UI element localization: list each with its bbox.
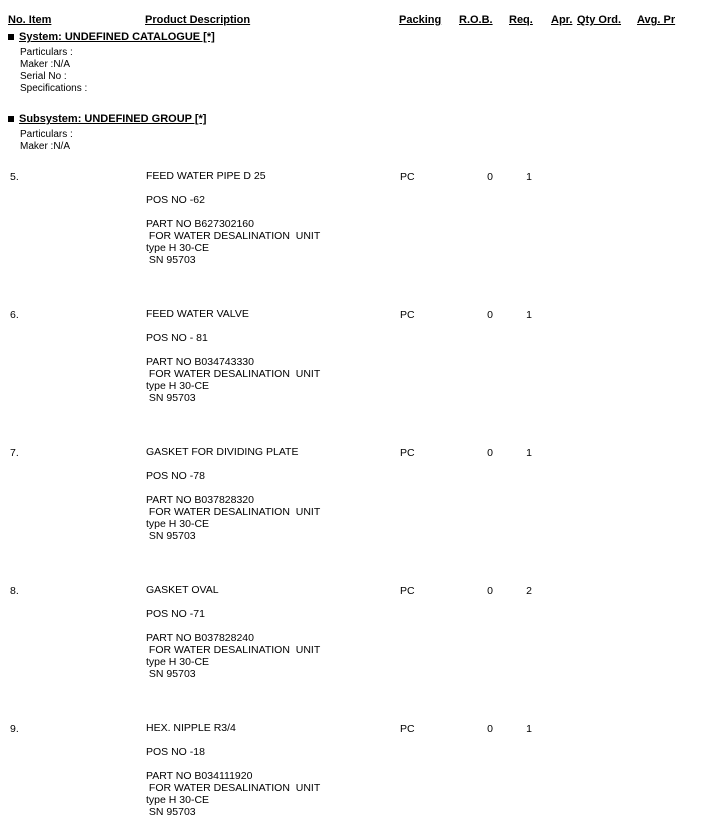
item-pos: POS NO -62 (146, 194, 205, 206)
item-part: PART NO B034111920 (146, 770, 253, 782)
item-rob: 0 (487, 585, 493, 597)
item-part: PART NO B034743330 (146, 356, 254, 368)
item-description (146, 170, 320, 266)
item-name: GASKET OVAL (146, 584, 219, 596)
subsystem-particulars: Particulars : (20, 129, 73, 140)
item-rob: 0 (487, 309, 493, 321)
header-no-item: No. Item (8, 14, 52, 26)
item-name: FEED WATER PIPE D 25 (146, 170, 266, 182)
item-for: FOR WATER DESALINATION UNIT (146, 782, 321, 794)
item-number: 5. (10, 171, 19, 183)
item-pos: POS NO -18 (146, 746, 205, 758)
item-for: FOR WATER DESALINATION UNIT (146, 230, 321, 242)
bullet-square-icon (8, 116, 14, 122)
item-type: type H 30-CE (146, 656, 210, 668)
item-rob: 0 (487, 447, 493, 459)
item-for: FOR WATER DESALINATION UNIT (146, 506, 321, 518)
item-sn: SN 95703 (146, 254, 196, 266)
item-name: HEX. NIPPLE R3/4 (146, 722, 236, 734)
item-part: PART NO B037828240 (146, 632, 254, 644)
item-description (146, 584, 320, 680)
header-avg-pr: Avg. Pr (637, 14, 676, 26)
item-number: 6. (10, 309, 19, 321)
header-req: Req. (509, 14, 533, 26)
header-qty-ord: Qty Ord. (577, 14, 622, 26)
item-description (146, 722, 320, 818)
item-rob: 0 (487, 723, 493, 735)
item-req: 1 (526, 723, 532, 735)
subsystem-title-text: Subsystem: UNDEFINED GROUP [*] (19, 113, 207, 125)
item-type: type H 30-CE (146, 380, 210, 392)
item-sn: SN 95703 (146, 392, 196, 404)
bullet-square-icon (8, 34, 14, 40)
item-rob: 0 (487, 171, 493, 183)
item-packing: PC (400, 723, 415, 735)
item-req: 1 (526, 171, 532, 183)
item-type: type H 30-CE (146, 242, 210, 254)
item-packing: PC (400, 447, 415, 459)
header-rob: R.O.B. (459, 14, 493, 26)
item-description (146, 446, 320, 542)
item-for: FOR WATER DESALINATION UNIT (146, 368, 321, 380)
item-packing: PC (400, 585, 415, 597)
item-part: PART NO B627302160 (146, 218, 254, 230)
system-maker: Maker :N/A (20, 59, 71, 70)
system-serial: Serial No : (20, 71, 67, 82)
item-pos: POS NO - 81 (146, 332, 208, 344)
item-req: 1 (526, 309, 532, 321)
item-name: GASKET FOR DIVIDING PLATE (146, 446, 299, 458)
subsystem-maker: Maker :N/A (20, 141, 71, 152)
system-title-text: System: UNDEFINED CATALOGUE [*] (19, 31, 215, 43)
header-product-description: Product Description (145, 14, 251, 26)
item-type: type H 30-CE (146, 518, 210, 530)
item-packing: PC (400, 309, 415, 321)
item-number: 7. (10, 447, 19, 459)
item-for: FOR WATER DESALINATION UNIT (146, 644, 321, 656)
header-apr: Apr. (551, 14, 573, 26)
item-req: 1 (526, 447, 532, 459)
item-number: 9. (10, 723, 19, 735)
header-packing: Packing (399, 14, 442, 26)
item-req: 2 (526, 585, 532, 597)
item-sn: SN 95703 (146, 530, 196, 542)
item-sn: SN 95703 (146, 806, 196, 818)
item-packing: PC (400, 171, 415, 183)
item-part: PART NO B037828320 (146, 494, 254, 506)
system-specifications: Specifications : (20, 83, 88, 94)
item-name: FEED WATER VALVE (146, 308, 249, 320)
item-pos: POS NO -78 (146, 470, 205, 482)
item-sn: SN 95703 (146, 668, 196, 680)
item-type: type H 30-CE (146, 794, 210, 806)
item-number: 8. (10, 585, 19, 597)
system-title (8, 31, 215, 43)
item-pos: POS NO -71 (146, 608, 205, 620)
system-particulars: Particulars : (20, 47, 73, 58)
item-description (146, 308, 320, 404)
subsystem-title (8, 113, 206, 125)
